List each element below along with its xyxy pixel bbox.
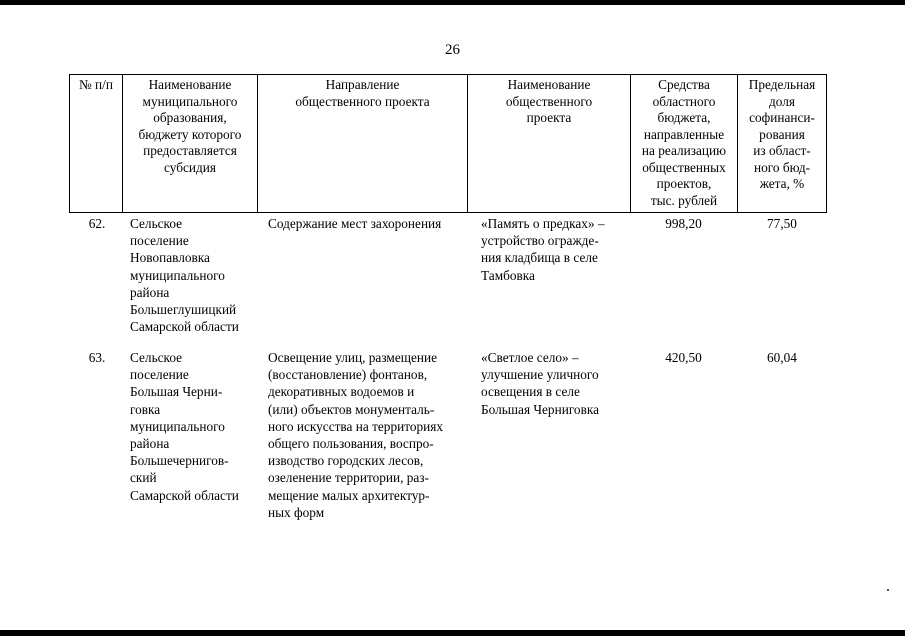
- header-cell-number: [69, 74, 122, 213]
- header-line: доля: [769, 93, 795, 109]
- row-62-municipality: [130, 215, 265, 335]
- text-line: Самарской области: [130, 487, 239, 503]
- row-62-share: 77,50: [767, 216, 797, 231]
- header-line: № п/п: [79, 77, 113, 92]
- text-line: Самарской области: [130, 319, 239, 335]
- header-line: направленные: [643, 126, 725, 142]
- row-63-project: [481, 349, 641, 418]
- header-cell-municipality: [122, 74, 257, 213]
- text-line: поселение: [130, 367, 189, 383]
- header-line: образования,: [153, 110, 227, 125]
- top-border-bar: [0, 0, 905, 5]
- header-line: бюджета,: [657, 110, 711, 125]
- subsidy-table: [69, 74, 827, 213]
- page-number: 26: [445, 42, 460, 58]
- header-line: из област-: [753, 143, 811, 158]
- text-line: устройство огражде-: [481, 233, 599, 249]
- text-line: Большая Черни-: [130, 384, 223, 400]
- text-line: улучшение уличного: [481, 367, 599, 383]
- header-line: Предельная: [748, 77, 816, 92]
- row-63-municipality: [130, 349, 265, 504]
- text-line: Большечернигов-: [130, 453, 229, 469]
- row-62-number: 62.: [88, 216, 106, 231]
- row-63-direction: [268, 349, 478, 521]
- row-63-share: 60,04: [767, 350, 797, 365]
- header-line: общественного проекта: [295, 93, 430, 109]
- header-line: общественного: [505, 93, 593, 109]
- text-line: ния кладбища в селе: [481, 250, 598, 266]
- header-line: предоставляется: [143, 143, 237, 158]
- text-line: Освещение улиц, размещение: [268, 350, 437, 365]
- row-63-funds: 420,50: [665, 350, 702, 365]
- text-line: ных форм: [268, 504, 325, 520]
- text-line: изводство городских лесов,: [268, 453, 424, 469]
- header-cell-project: [467, 74, 630, 213]
- header-cell-share: [737, 74, 827, 213]
- text-line: мещение малых архитектур-: [268, 487, 430, 503]
- header-line: общественных: [642, 159, 726, 175]
- text-line: освещения в селе: [481, 384, 580, 400]
- header-line: бюджету которого: [138, 126, 242, 142]
- row-63-number: 63.: [88, 350, 106, 365]
- row-62-project: [481, 215, 641, 284]
- text-line: района: [130, 284, 170, 300]
- text-line: «Светлое село» –: [481, 350, 579, 365]
- header-line: областного: [652, 93, 716, 109]
- header-line: ного бюд-: [753, 159, 811, 175]
- text-line: озеленение территории, раз-: [268, 470, 429, 486]
- header-line: Наименование: [507, 77, 591, 92]
- text-line: муниципального: [130, 418, 225, 434]
- text-line: общего пользования, воспро-: [268, 436, 434, 452]
- text-line: Содержание мест захоронения: [268, 216, 442, 231]
- text-line: Тамбовка: [481, 267, 535, 283]
- header-line: рования: [759, 126, 805, 142]
- text-line: поселение: [130, 233, 189, 249]
- text-line: Большеглушицкий: [130, 302, 237, 318]
- text-line: «Память о предках» –: [481, 216, 605, 231]
- row-62-funds: 998,20: [665, 216, 702, 231]
- header-line: Направление: [325, 77, 400, 92]
- header-line: Наименование: [148, 77, 232, 92]
- text-line: говка: [130, 401, 161, 417]
- header-line: на реализацию: [641, 143, 727, 158]
- header-line: Средства: [658, 77, 710, 92]
- text-line: района: [130, 436, 170, 452]
- header-line: жета, %: [759, 176, 805, 191]
- text-line: Сельское: [130, 350, 183, 365]
- header-line: тыс. рублей: [650, 192, 718, 208]
- row-62-direction: [268, 215, 478, 232]
- text-line: ного искусства на территориях: [268, 418, 444, 434]
- header-line: муниципального: [142, 93, 238, 109]
- scan-speck: [887, 589, 889, 591]
- header-cell-funds: [630, 74, 737, 213]
- bottom-border-bar: [0, 630, 905, 636]
- text-line: муниципального: [130, 267, 225, 283]
- header-cell-direction: [257, 74, 467, 213]
- text-line: Большая Черниговка: [481, 401, 600, 417]
- text-line: (или) объектов монументаль-: [268, 401, 435, 417]
- text-line: ский: [130, 470, 157, 486]
- text-line: Новопавловка: [130, 250, 210, 266]
- header-line: софинанси-: [749, 110, 815, 125]
- text-line: декоративных водоемов и: [268, 384, 415, 400]
- header-line: проекта: [526, 110, 572, 125]
- header-line: проектов,: [656, 176, 712, 191]
- text-line: Сельское: [130, 216, 183, 231]
- text-line: (восстановление) фонтанов,: [268, 367, 428, 383]
- header-line: субсидия: [164, 159, 216, 175]
